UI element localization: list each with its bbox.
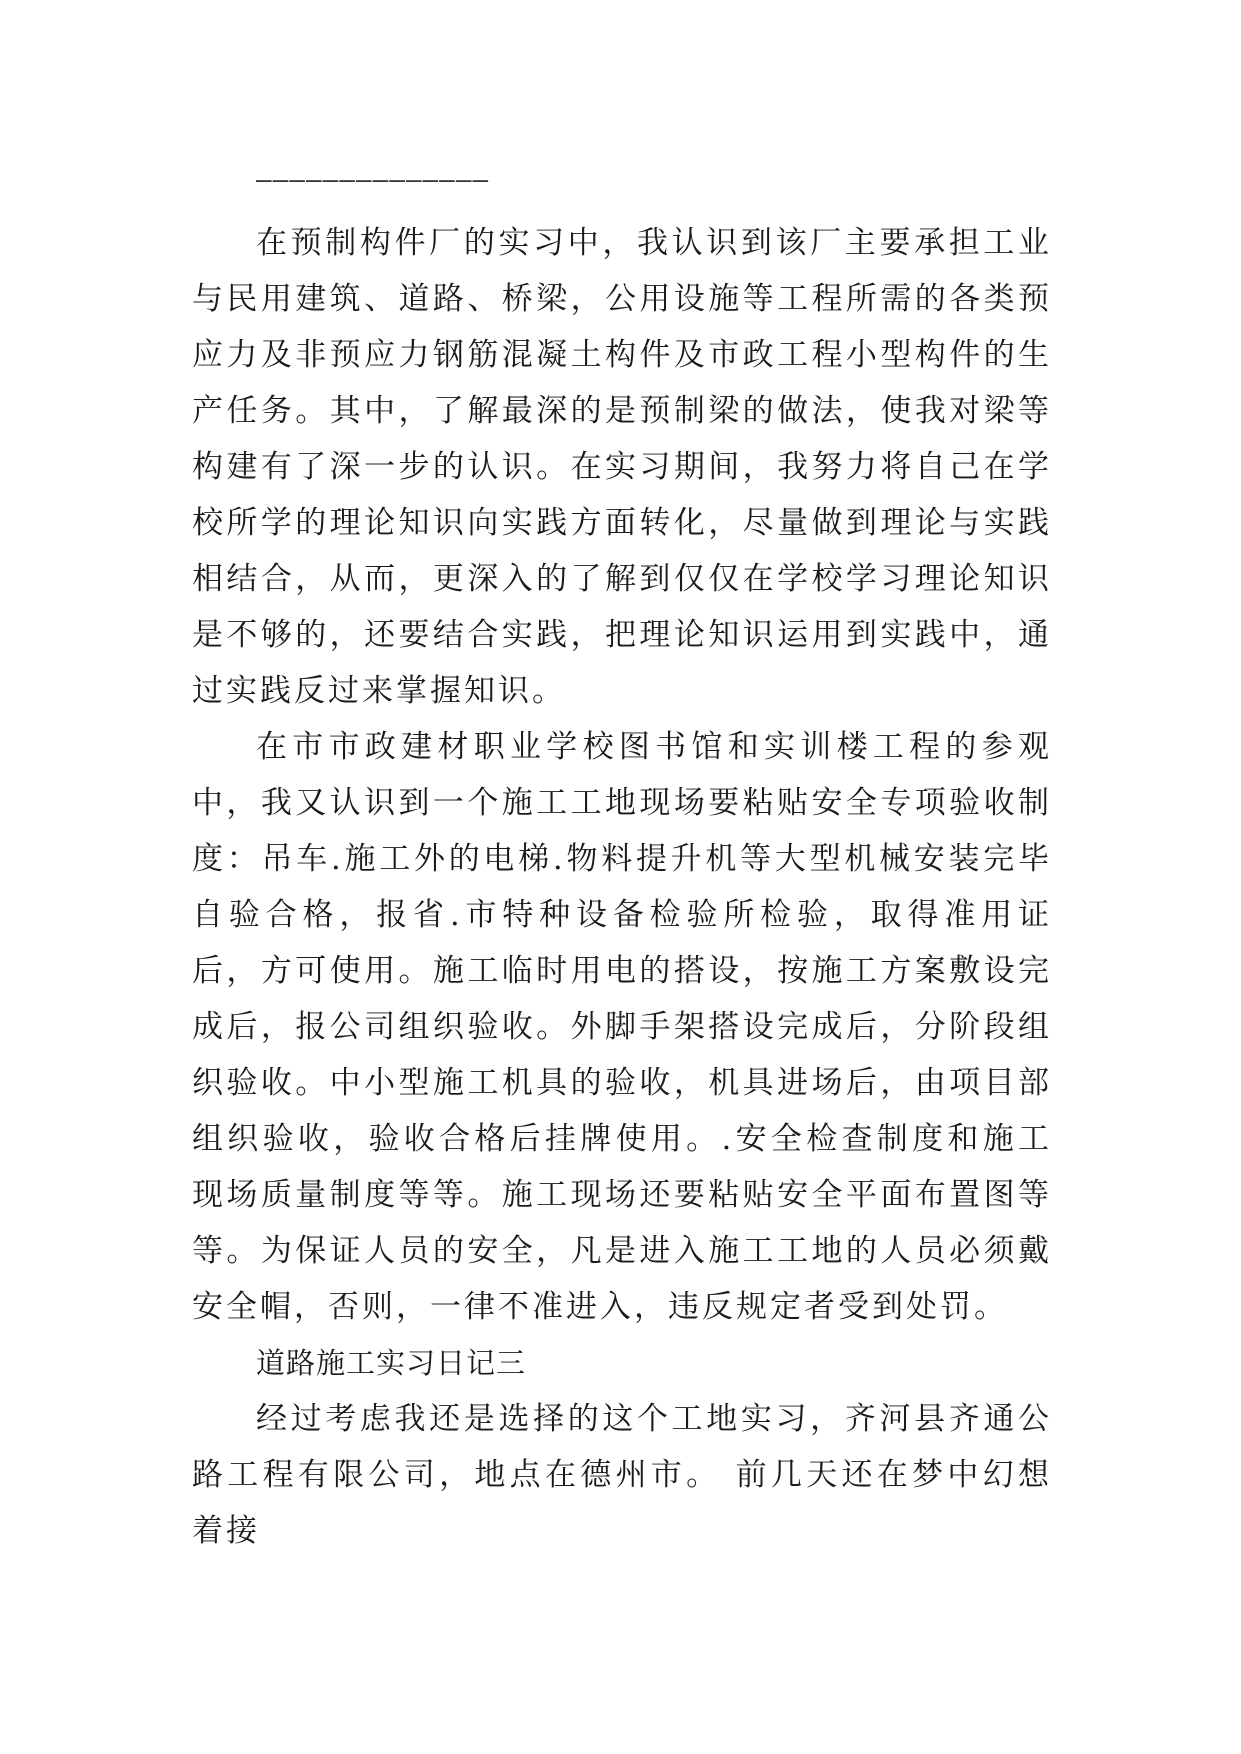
paragraph-precast-factory: 在预制构件厂的实习中，我认识到该厂主要承担工业与民用建筑、道路、桥梁，公用设施等工程所需的各类预应力及非预应力钢筋混凝土构件及市政工程小型构件的生产任务。其中，了解最深的是预制梁的做法，使我对梁等构建有了深一步的认识。在实习期间，我努力将自己在学校所学的理论知识向实践方面转化，尽量做到理论与实践相结合，从而，更深入的了解到仅仅在学校学习理论知识是不够的，还要结合实践，把理论知识运用到实践中，通过实践反过来掌握知识。 [192,225,1052,709]
paragraph-final: 经过考虑我还是选择的这个工地实习，齐河县齐通公路工程有限公司，地点在德州市。 前几天还在梦中幻想着接 [192,1401,1052,1549]
separator-line: —————————————— [256,165,490,195]
section-heading: 道路施工实习日记三 [256,1346,527,1380]
paragraph-site-safety: 在市市政建材职业学校图书馆和实训楼工程的参观中，我又认识到一个施工工地现场要粘贴安全专项验收制度：吊车.施工外的电梯.物料提升机等大型机械安装完毕自验合格，报省.市特种设备检验所检验，取得准用证后，方可使用。施工临时用电的搭设，按施工方案敷设完成后，报公司组织验收。外脚手架搭设完成后，分阶段组织验收。中小型施工机具的验收，机具进场后，由项目部组织验收，验收合格后挂牌使用。.安全检查制度和施工现场质量制度等等。施工现场还要粘贴安全平面布置图等等。为保证人员的安全，凡是进入施工工地的人员必须戴安全帽，否则，一律不准进入，违反规定者受到处罚。 [192,729,1052,1325]
document-body [192,215,1052,1559]
